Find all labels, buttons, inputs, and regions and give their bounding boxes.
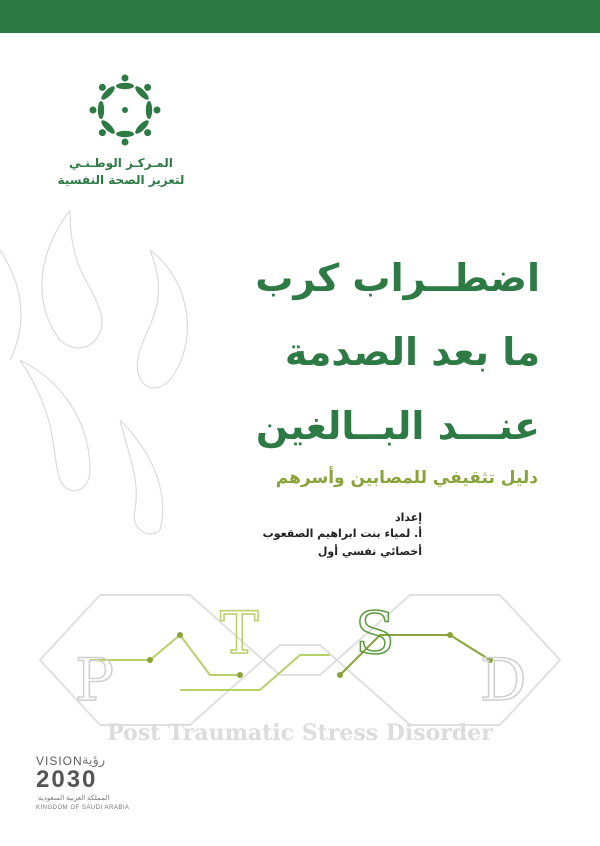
ptsd-letter-t: T [220,599,259,667]
prepared-by-label: إعداد [394,511,422,524]
vision-kingdom: KINGDOM OF SAUDI ARABIA [36,805,130,811]
vision-word: VISION [36,754,83,768]
vision-arabic: رؤية [82,752,106,767]
title-line-2: ما بعد الصدمة [284,330,540,374]
background-pattern [0,190,220,540]
ptsd-caption: Post Traumatic Stress Disorder [107,720,493,746]
ptsd-letter-d: D [480,646,527,714]
vision-year: 2030 [36,766,98,793]
vision-kingdom-arabic: المملكة العربية السعودية [38,795,110,802]
top-color-bar [0,0,600,33]
title-line-3: عنـــد البــالغين [255,404,540,448]
organization-logo-icon [80,70,170,150]
author-name: أ. لمياء بنت ابراهيم الصقعوب [262,527,422,540]
organization-name-line2: لتعزيز الصحة النفسية [57,173,185,187]
subtitle: دليل تثقيفي للمصابين وأسرهم [275,468,538,488]
title-line-1: اضطــراب كرب [255,256,540,300]
ptsd-letter-s: S [355,599,395,667]
organization-name-line1: المـركـز الوطـنـي [69,156,173,170]
ptsd-graphic [30,575,570,735]
author-role: أخصائي نفسي أول [317,545,422,558]
ptsd-letter-p: P [75,646,115,714]
